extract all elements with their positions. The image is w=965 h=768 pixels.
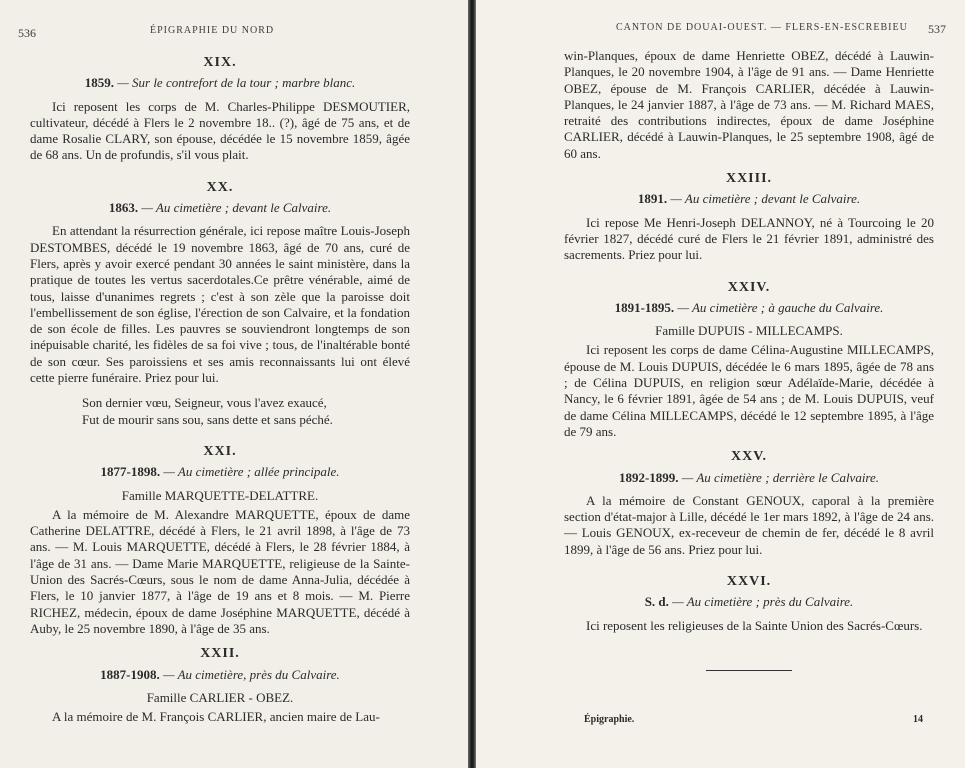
entry-xxv: [564, 449, 934, 558]
entry-numeral: XXII.: [200, 646, 240, 662]
entry-numeral: XXVI.: [726, 574, 772, 590]
entry-year: 1877-1898.: [100, 464, 161, 480]
entry-text: A la mémoire de Constant GENOUX, caporal à la première section d'état-major à Lille, décédé le 1er mars 1892, à l'âge de 24 ans. — Louis GENOUX, ex-receveur de chemin de fer, décédé le 8 avril 1899, à l'âge de 56 ans. Priez pour lui.: [564, 492, 934, 557]
entry-heading: [30, 464, 410, 480]
entry-numeral: XX.: [206, 179, 234, 195]
entry-heading: [564, 470, 934, 486]
entry-heading: [30, 667, 410, 683]
verse-line: Fut de mourir sans sou, sans dette et sans péché.: [82, 411, 333, 427]
entry-text: Ici reposent les religieuses de la Sainte Union des Sacrés-Cœurs.: [586, 617, 923, 633]
footer-signature: Épigraphie.: [584, 714, 635, 725]
entry-location: — Sur le contrefort de la tour ; marbre blanc.: [117, 75, 356, 91]
footer-sheet-number: 14: [913, 714, 923, 725]
entry-numeral: XXIII.: [725, 171, 773, 187]
entry-xxiv: [564, 280, 934, 441]
entry-numeral: XXI.: [203, 443, 237, 459]
verse-line: Son dernier vœu, Seigneur, vous l'avez exaucé,: [82, 395, 327, 411]
entry-xxii: [30, 646, 410, 725]
entry-location: — Au cimetière ; près du Calvaire.: [672, 594, 854, 610]
entry-location: — Au cimetière ; à gauche du Calvaire.: [677, 299, 884, 315]
entry-numeral: XIX.: [203, 55, 237, 70]
entry-location: — Au cimetière ; devant le Calvaire.: [670, 191, 861, 207]
left-page-content: [30, 55, 410, 725]
entry-heading: [564, 300, 934, 316]
entry-text: A la mémoire de M. Alexandre MARQUETTE, époux de dame Catherine DELATTRE, décédé à Flers, le 21 avril 1898, à l'âge de 73 ans. — M. Louis MARQUETTE, décédé à Flers, le 28 février 1884, à l'âge de 31 ans. — Dame Marie MARQUETTE, religieuse de la Sainte-Union des Sacrés-Cœurs, sous le nom de dame Anna-Julia, décédée à Flers, le 10 janvier 1877, à l'âge de 19 ans et 8 mois. — M. Pierre RICHEZ, médecin, époux de dame Joséphine MARQUETTE, décédé à Auby, le 25 novembre 1890, à l'âge de 35 ans.: [30, 506, 410, 636]
entry-family: Famille CARLIER - OBEZ.: [146, 689, 294, 705]
entry-text: A la mémoire de M. François CARLIER, ancien maire de Lau-: [52, 709, 380, 725]
epitaph-verse: [82, 395, 410, 428]
entry-location: — Au cimetière ; devant le Calvaire.: [141, 200, 332, 216]
entry-text: Ici repose Me Henri-Joseph DELANNOY, né à Tourcoing le 20 février 1827, décédé curé de Flers le 21 février 1891, administré des sacrements. Priez pour lui.: [564, 214, 934, 263]
left-running-head: ÉPIGRAPHIE DU NORD: [150, 25, 275, 36]
entry-family: Famille MARQUETTE-DELATTRE.: [121, 487, 319, 503]
entry-heading: [30, 75, 410, 91]
entry-year: 1892-1899.: [618, 469, 679, 485]
entry-xxvi: [564, 574, 934, 634]
entry-text: En attendant la résurrection générale, ici repose maître Louis-Joseph DESTOMBES, décédé le 19 novembre 1863, âgé de 70 ans, curé de Flers, après y avoir exercé pendant 30 années le saint ministère, dans la pratique de toutes les vertus sacerdotales.Ce prêtre vénérable, aimé de tous, laisse d'unanimes regrets ; c'est à son zèle que la paroisse doit l'embellissement de son église, l'érection de son Calvaire, et la fondation de son école de filles. Les pauvres se souviendront longtemps de son inépuisable charité, les fidèles de sa foi vive ; tous, de l'inaltérable bonté de son cœur. Ses paroissiens et ses amis reconnaissants lui ont élevé cette pierre funéraire. Priez pour lui.: [30, 223, 410, 386]
entry-year: 1891.: [637, 191, 668, 207]
entry-family: Famille DUPUIS - MILLECAMPS.: [655, 323, 843, 339]
entry-xxi: [30, 444, 410, 637]
entry-location: — Au cimetière, près du Calvaire.: [163, 666, 340, 682]
continuation-text: win-Planques, époux de dame Henriette OBEZ, décédé à Lauwin-Planques, le 20 novembre 1904, à l'âge de 91 ans. — Dame Henriette OBEZ, épouse de M. François CARLIER, décédée à Lauwin-Planques, le 24 janvier 1887, à l'âge de 73 ans. — M. Richard MAES, retraité des contributions indirectes, époux de dame Joséphine CARLIER, décédé à Lauwin-Planques, le 25 septembre 1908, âgé de 60 ans.: [564, 48, 934, 161]
entry-location: — Au cimetière ; allée principale.: [163, 464, 340, 480]
entry-year: S. d.: [644, 594, 669, 610]
entry-xxiii: [564, 171, 934, 263]
entry-location: — Au cimetière ; derrière le Calvaire.: [681, 469, 880, 485]
entry-text: Ici reposent les corps de dame Célina-Augustine MILLECAMPS, épouse de M. Louis DUPUIS, décédée le 6 mars 1895, âgée de 78 ans ; de Célina DUPUIS, en religion sœur Adélaïde-Marie, décédée à Nancy, le 6 février 1891, âgée de 54 ans ; de M. Louis DUPUIS, veuf de dame Célina MILLECAMPS, décédé le 12 septembre 1895, à l'âge de 79 ans.: [564, 342, 934, 439]
right-page-content: [564, 48, 934, 671]
entry-heading: [30, 200, 410, 216]
entry-year: 1887-1908.: [100, 666, 160, 682]
left-page-number: 536: [18, 26, 36, 40]
left-page: [0, 0, 470, 768]
entry-year: 1863.: [108, 200, 139, 216]
right-running-head: CANTON DE DOUAI-OUEST. — FLERS-EN-ESCREBIEU: [616, 22, 908, 33]
entry-text: Ici reposent les corps de M. Charles-Philippe DESMOUTIER, cultivateur, décédé à Flers le 2 novembre 18.. (?), âgé de 75 ans, et de dame Rosalie CLARY, son épouse, décédée le 15 novembre 1859, âgée de 68 ans. Un de profundis, s'il vous plait.: [30, 98, 410, 163]
entry-year: 1859.: [84, 75, 114, 91]
right-page-number: 537: [928, 22, 946, 36]
entry-xx: [30, 180, 410, 428]
entry-xix: [30, 55, 410, 164]
entry-numeral: XXV.: [730, 449, 768, 465]
end-rule: [706, 670, 792, 671]
entry-heading: [564, 191, 934, 207]
right-page: [476, 0, 965, 768]
entry-heading: [564, 594, 934, 610]
entry-year: 1891-1895.: [614, 299, 675, 315]
entry-numeral: XXIV.: [727, 279, 771, 295]
